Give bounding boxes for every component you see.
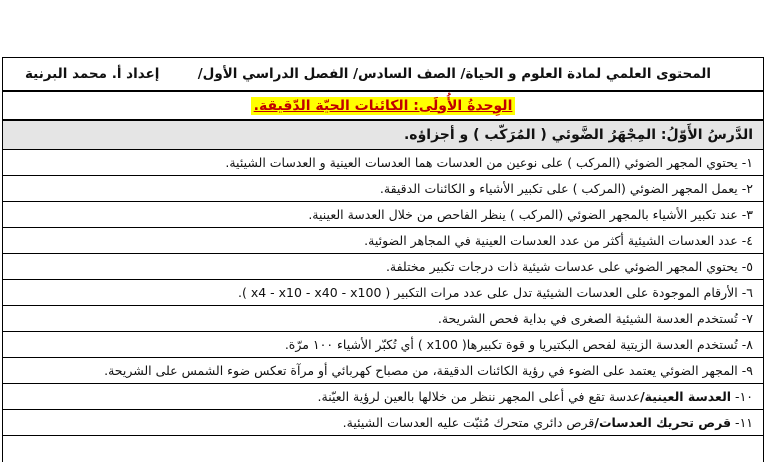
item-text: عدد العدسات الشيئية أكثر من عدد العدسات العينية في المجاهر الضوئية. <box>364 233 738 248</box>
item-text: المجهر الضوئي يعتمد على الضوء في رؤية الكائنات الدقيقة، من مصباح كهربائي أو مرآة تعكس ضوء الشمس على الشريحة. <box>104 363 738 378</box>
item-text: تُستخدم العدسة الشيئية الصغرى في بداية فحص الشريحة. <box>437 311 738 326</box>
item-text: الأرقام الموجودة على العدسات الشيئية تدل على عدد مرات التكبير ( x4 - x10 - x40 - x100 ). <box>237 285 738 300</box>
item-text: عند تكبير الأشياء بالمجهر الضوئي (المركب ) ينظر الفاحص من خلال العدسة العينية. <box>308 207 738 222</box>
item-number: ٩- <box>741 363 753 378</box>
item-number: ١١- <box>735 415 753 430</box>
item-number: ٦- <box>741 285 753 300</box>
list-item <box>3 254 763 280</box>
item-text: تُستخدم العدسة الزيتية لفحص البكتيريا و قوة تكبيرها( x100 ) أي تُكبّر الأشياء ١٠٠ مرّة. <box>284 337 738 352</box>
item-number: ٢- <box>741 181 753 196</box>
item-number: ٤- <box>741 233 753 248</box>
item-term: العدسة العينية/ <box>640 389 732 404</box>
list-item <box>3 358 763 384</box>
unit-row <box>3 92 763 121</box>
lesson-title: الدَّرسُ الأَوّلُ: المِجْهَرُ الضَّوئي ( المُرَكّب ) و أجزاؤه. <box>403 127 753 143</box>
list-item <box>3 410 763 436</box>
header-row <box>3 58 763 92</box>
list-item <box>3 150 763 176</box>
lesson-row <box>3 121 763 150</box>
document-title: المحتوى العلمي لمادة العلوم و الحياة/ الصف السادس/ الفصل الدراسي الأول/ <box>197 66 711 82</box>
list-item <box>3 202 763 228</box>
list-item <box>3 306 763 332</box>
list-item-partial <box>3 436 763 462</box>
item-term: قرص تحريك العدسات/ <box>594 415 732 430</box>
item-text: يحتوي المجهر الضوئي (المركب ) على نوعين من العدسات هما العدسات العينية و العدسات الشيئية. <box>225 155 738 170</box>
item-number: ١٠- <box>735 389 753 404</box>
item-text: يعمل المجهر الضوئي (المركب ) على تكبير الأشياء و الكائنات الدقيقة. <box>379 181 738 196</box>
item-number: ٣- <box>741 207 753 222</box>
author-credit: إعداد أ. محمد البرنية <box>25 66 160 82</box>
item-text: قرص دائري متحرك مُثبّت عليه العدسات الشيئية. <box>342 415 595 430</box>
unit-title: الوِحدةُ الأُولَى: الكائنات الحيّة الدّقيقة. <box>251 97 516 115</box>
content-table <box>2 57 764 462</box>
item-number: ٥- <box>741 259 753 274</box>
item-text: يحتوي المجهر الضوئي على عدسات شيئية ذات درجات تكبير مختلفة. <box>385 259 738 274</box>
item-number: ١- <box>741 155 753 170</box>
list-item <box>3 176 763 202</box>
list-item <box>3 384 763 410</box>
item-number: ٧- <box>741 311 753 326</box>
item-text: عدسة تقع في أعلى المجهر ننظر من خلالها بالعين لرؤية العيّنة. <box>317 389 641 404</box>
item-number: ٨- <box>741 337 753 352</box>
list-item <box>3 280 763 306</box>
list-item <box>3 332 763 358</box>
list-item <box>3 228 763 254</box>
items-list <box>3 150 763 462</box>
